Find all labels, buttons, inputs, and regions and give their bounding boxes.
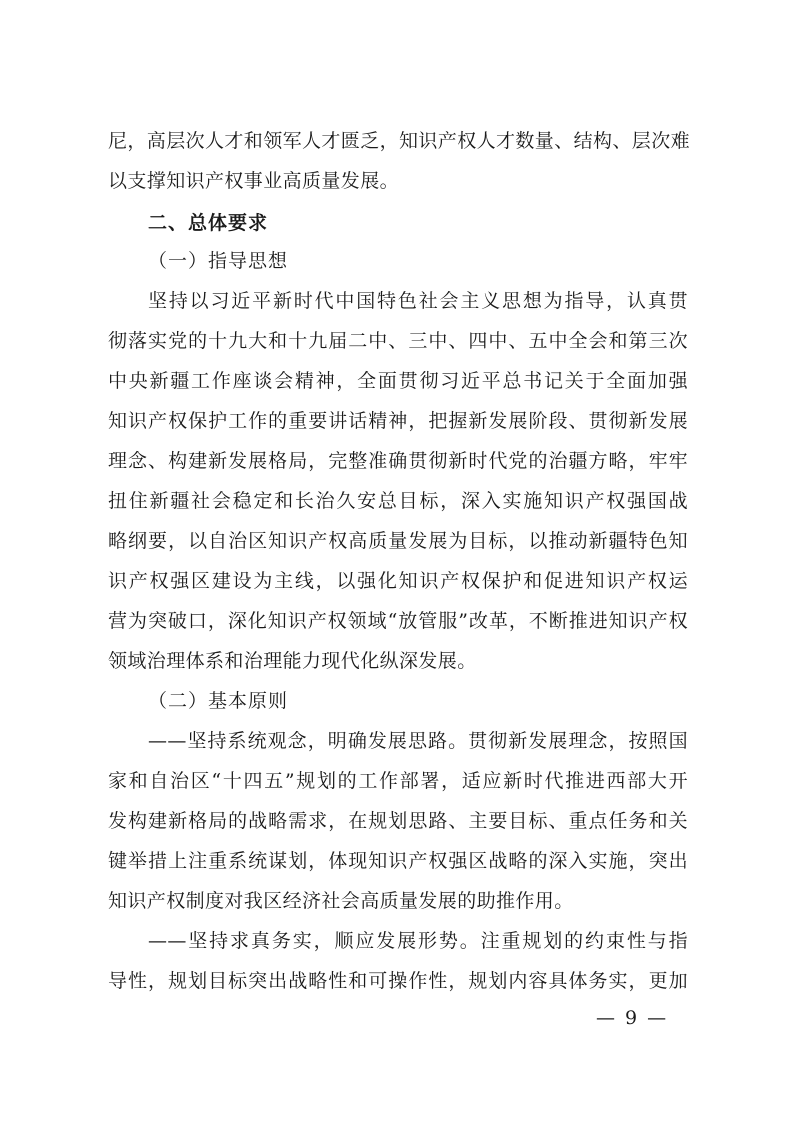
page-number: — 9 — [596, 1007, 669, 1029]
body-text-line: ——坚持系统观念，明确发展思路。贯彻新发展理念，按照国 [148, 730, 688, 752]
body-text-line: 以支撑知识产权事业高质量发展。 [108, 170, 400, 192]
body-text-line: 营为突破口，深化知识产权领域“放管服”改革，不断推进知识产权 [108, 610, 688, 632]
body-text-line: 扭住新疆社会稳定和长治久安总目标，深入实施知识产权强国战 [108, 490, 688, 512]
body-text-line: 领域治理体系和治理能力现代化纵深发展。 [108, 650, 477, 672]
body-text-line: 家和自治区“十四五”规划的工作部署，适应新时代推进西部大开 [108, 770, 688, 792]
body-text-line: 略纲要，以自治区知识产权高质量发展为目标，以推动新疆特色知 [108, 530, 688, 552]
body-text-line: 知识产权保护工作的重要讲话精神，把握新发展阶段、贯彻新发展 [108, 410, 688, 432]
subsection-heading-basic-principles: （二）基本原则 [148, 690, 289, 712]
body-text-line: 导性，规划目标突出战略性和可操作性，规划内容具体务实，更加 [108, 970, 688, 992]
body-text-line: 理念、构建新发展格局，完整准确贯彻新时代党的治疆方略，牢牢 [108, 450, 688, 472]
body-text-line: 键举措上注重系统谋划，体现知识产权强区战略的深入实施，突出 [108, 850, 688, 872]
body-text-line: 彻落实党的十九大和十九届二中、三中、四中、五中全会和第三次 [108, 330, 688, 352]
body-text-line: 发构建新格局的战略需求，在规划思路、主要目标、重点任务和关 [108, 810, 688, 832]
subsection-heading-guiding-ideology: （一）指导思想 [148, 250, 289, 272]
body-text-line: 中央新疆工作座谈会精神，全面贯彻习近平总书记关于全面加强 [108, 370, 688, 392]
body-text-line: 知识产权制度对我区经济社会高质量发展的助推作用。 [108, 890, 574, 912]
section-heading: 二、总体要求 [148, 212, 269, 234]
body-text-line: 尼，高层次人才和领军人才匮乏，知识产权人才数量、结构、层次难 [108, 130, 691, 152]
body-text-line: 识产权强区建设为主线，以强化知识产权保护和促进知识产权运 [108, 570, 688, 592]
body-text-line: 坚持以习近平新时代中国特色社会主义思想为指导，认真贯 [148, 290, 688, 312]
body-text-line: ——坚持求真务实，顺应发展形势。注重规划的约束性与指 [148, 930, 688, 952]
